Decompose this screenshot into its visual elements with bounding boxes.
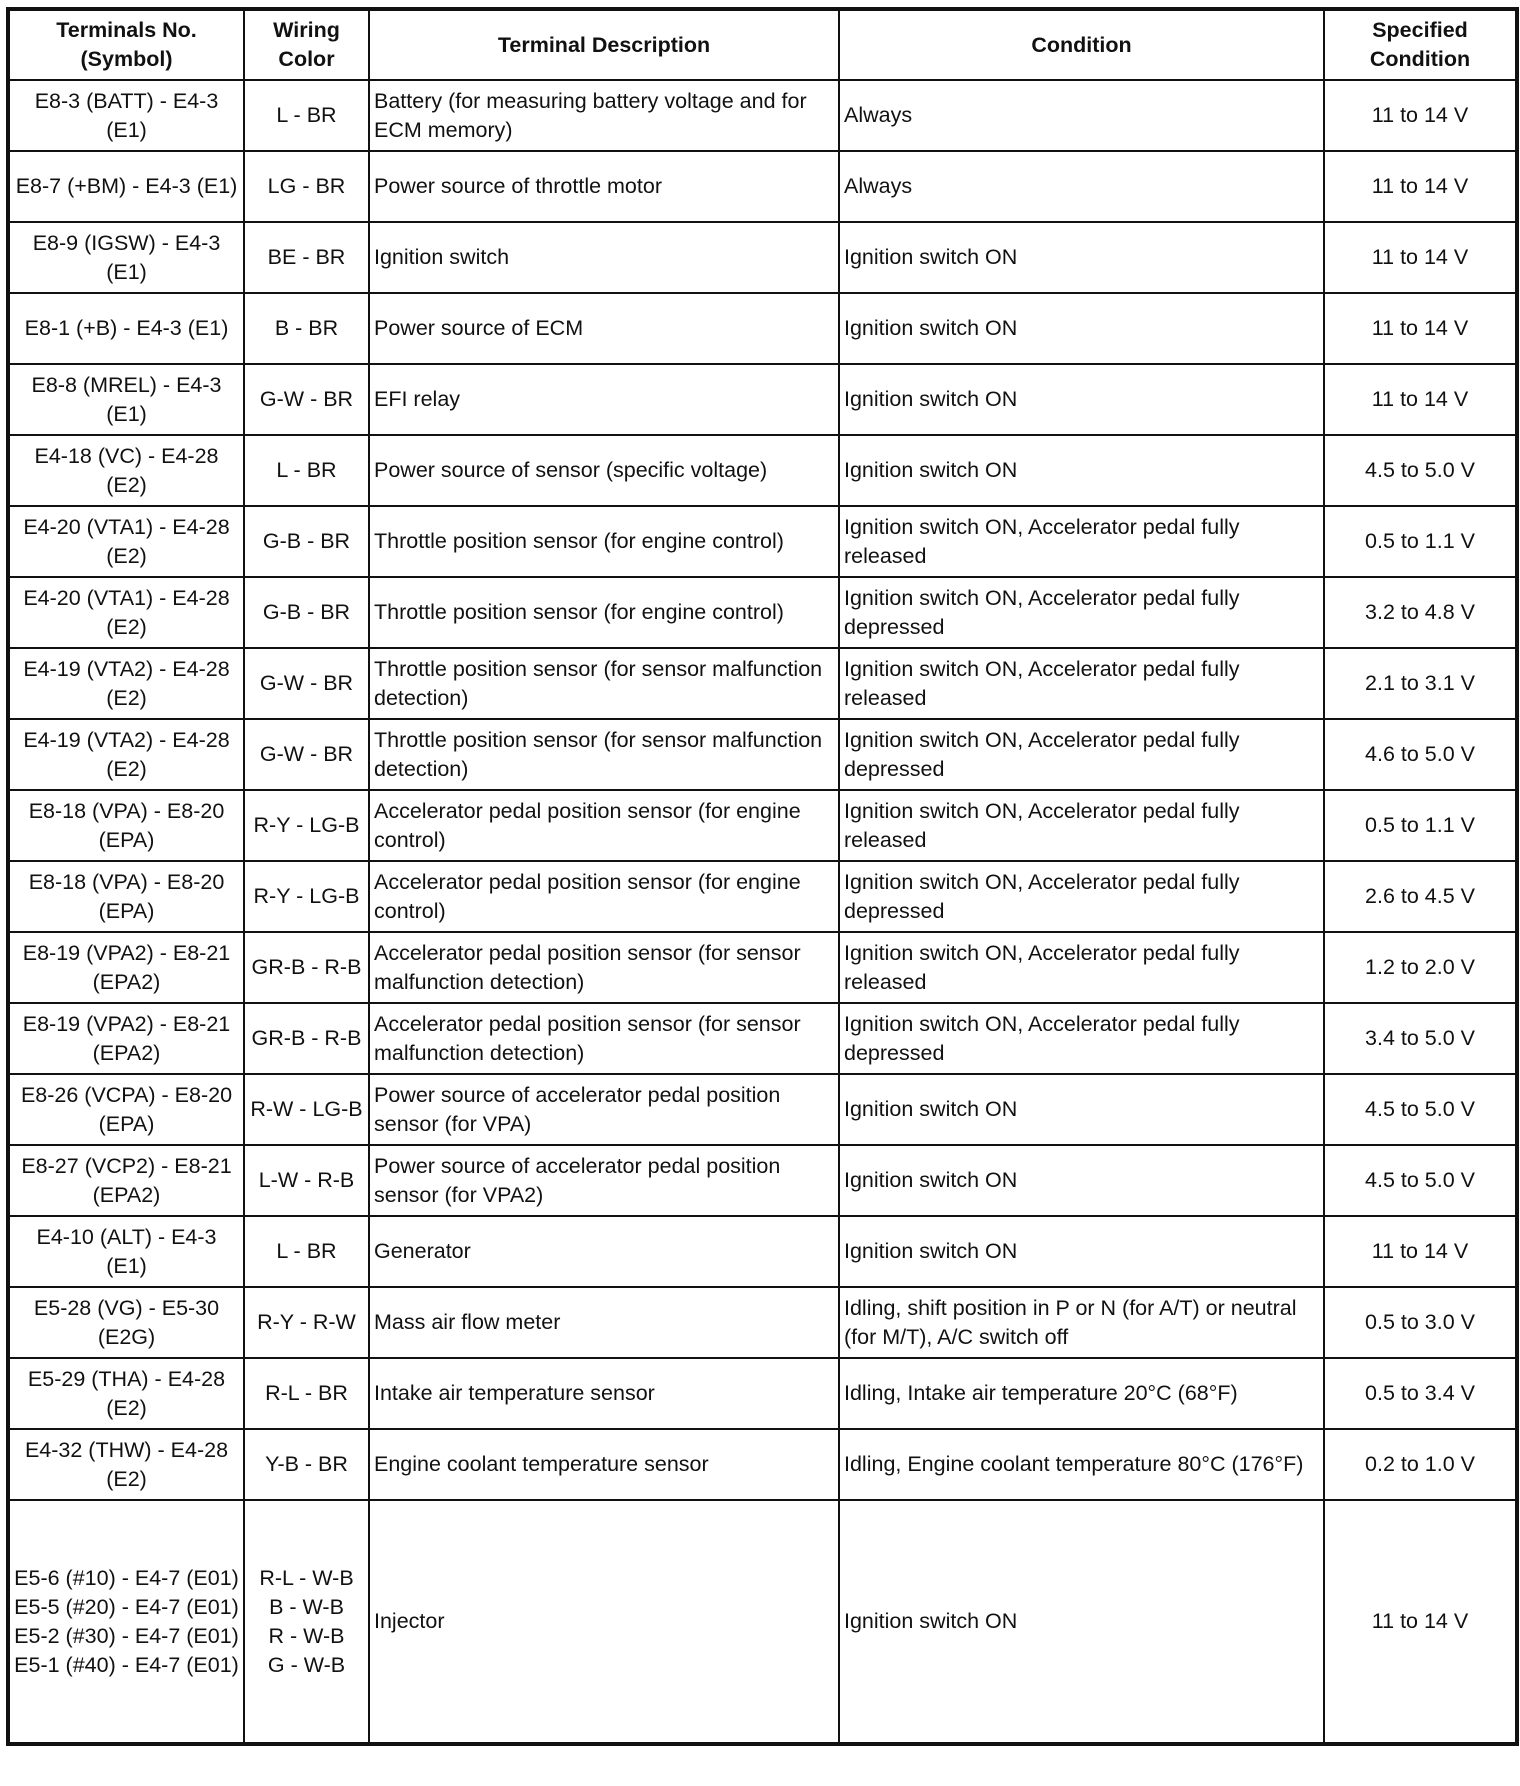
table-row: [8, 648, 1517, 719]
cell-wiring: R-Y - R-W: [244, 1287, 369, 1358]
cell-terminal: E4-19 (VTA2) - E4-28 (E2): [8, 648, 244, 719]
cell-terminal: E8-19 (VPA2) - E8-21 (EPA2): [8, 1003, 244, 1074]
cell-condition: Ignition switch ON, Accelerator pedal fully released: [839, 790, 1324, 861]
cell-condition: Ignition switch ON: [839, 293, 1324, 364]
cell-description: Throttle position sensor (for engine control): [369, 577, 839, 648]
cell-terminal: E4-18 (VC) - E4-28 (E2): [8, 435, 244, 506]
table-row: [8, 577, 1517, 648]
cell-terminal: E4-10 (ALT) - E4-3 (E1): [8, 1216, 244, 1287]
cell-wiring: G-B - BR: [244, 577, 369, 648]
cell-description: Intake air temperature sensor: [369, 1358, 839, 1429]
header-terminal-description: Terminal Description: [369, 9, 839, 80]
cell-spec: 11 to 14 V: [1324, 1216, 1517, 1287]
cell-description: Generator: [369, 1216, 839, 1287]
cell-wiring: R-Y - LG-B: [244, 790, 369, 861]
table-row: [8, 506, 1517, 577]
cell-terminal: E4-32 (THW) - E4-28 (E2): [8, 1429, 244, 1500]
cell-wiring: G-W - BR: [244, 719, 369, 790]
table-row: [8, 719, 1517, 790]
header-terminals: Terminals No. (Symbol): [8, 9, 244, 80]
cell-wiring: R-W - LG-B: [244, 1074, 369, 1145]
cell-terminal: E8-18 (VPA) - E8-20 (EPA): [8, 861, 244, 932]
cell-spec: 4.6 to 5.0 V: [1324, 719, 1517, 790]
cell-condition: Ignition switch ON, Accelerator pedal fully released: [839, 506, 1324, 577]
cell-description: Accelerator pedal position sensor (for sensor malfunction detection): [369, 932, 839, 1003]
cell-wiring: L - BR: [244, 435, 369, 506]
cell-spec: 11 to 14 V: [1324, 293, 1517, 364]
table-row: [8, 790, 1517, 861]
cell-wiring: Y-B - BR: [244, 1429, 369, 1500]
cell-description: Power source of ECM: [369, 293, 839, 364]
cell-spec: 2.6 to 4.5 V: [1324, 861, 1517, 932]
cell-terminal: E8-8 (MREL) - E4-3 (E1): [8, 364, 244, 435]
cell-description: Injector: [369, 1500, 839, 1744]
header-condition: Condition: [839, 9, 1324, 80]
table-row: [8, 1216, 1517, 1287]
cell-description: Power source of sensor (specific voltage): [369, 435, 839, 506]
cell-description: Accelerator pedal position sensor (for sensor malfunction detection): [369, 1003, 839, 1074]
cell-description: Throttle position sensor (for sensor malfunction detection): [369, 648, 839, 719]
cell-wiring: R-Y - LG-B: [244, 861, 369, 932]
cell-spec: 4.5 to 5.0 V: [1324, 435, 1517, 506]
terminal-voltage-table: [6, 7, 1519, 1746]
cell-description: Throttle position sensor (for engine control): [369, 506, 839, 577]
table-row: [8, 1287, 1517, 1358]
cell-condition: Ignition switch ON: [839, 1500, 1324, 1744]
cell-condition: Ignition switch ON, Accelerator pedal fully depressed: [839, 719, 1324, 790]
cell-spec: 0.5 to 3.4 V: [1324, 1358, 1517, 1429]
header-row: [8, 9, 1517, 80]
table-row: [8, 861, 1517, 932]
cell-wiring: G-W - BR: [244, 648, 369, 719]
cell-wiring: L - BR: [244, 1216, 369, 1287]
cell-description: EFI relay: [369, 364, 839, 435]
cell-condition: Always: [839, 151, 1324, 222]
cell-condition: Ignition switch ON: [839, 1145, 1324, 1216]
cell-spec: 11 to 14 V: [1324, 1500, 1517, 1744]
table-row: [8, 80, 1517, 151]
cell-wiring: B - BR: [244, 293, 369, 364]
cell-description: Throttle position sensor (for sensor malfunction detection): [369, 719, 839, 790]
cell-condition: Idling, Engine coolant temperature 80°C (176°F): [839, 1429, 1324, 1500]
cell-spec: 0.5 to 1.1 V: [1324, 506, 1517, 577]
cell-spec: 11 to 14 V: [1324, 364, 1517, 435]
table-row: [8, 1358, 1517, 1429]
cell-description: Accelerator pedal position sensor (for engine control): [369, 861, 839, 932]
cell-description: Mass air flow meter: [369, 1287, 839, 1358]
cell-spec: 4.5 to 5.0 V: [1324, 1074, 1517, 1145]
cell-terminal: E4-20 (VTA1) - E4-28 (E2): [8, 506, 244, 577]
table-row-injector: [8, 1500, 1517, 1744]
cell-wiring: R-L - W-B B - W-B R - W-B G - W-B: [244, 1500, 369, 1744]
cell-spec: 1.2 to 2.0 V: [1324, 932, 1517, 1003]
cell-terminal: E5-28 (VG) - E5-30 (E2G): [8, 1287, 244, 1358]
cell-description: Accelerator pedal position sensor (for engine control): [369, 790, 839, 861]
cell-condition: Always: [839, 80, 1324, 151]
cell-condition: Ignition switch ON, Accelerator pedal fully released: [839, 932, 1324, 1003]
cell-terminal: E8-3 (BATT) - E4-3 (E1): [8, 80, 244, 151]
cell-spec: 4.5 to 5.0 V: [1324, 1145, 1517, 1216]
cell-wiring: BE - BR: [244, 222, 369, 293]
table-row: [8, 222, 1517, 293]
cell-terminal: E5-6 (#10) - E4-7 (E01) E5-5 (#20) - E4-7 (E01) E5-2 (#30) - E4-7 (E01) E5-1 (#40) - E4-7 (E01): [8, 1500, 244, 1744]
table-row: [8, 1145, 1517, 1216]
cell-description: Battery (for measuring battery voltage and for ECM memory): [369, 80, 839, 151]
cell-condition: Idling, shift position in P or N (for A/T) or neutral (for M/T), A/C switch off: [839, 1287, 1324, 1358]
cell-terminal: E8-7 (+BM) - E4-3 (E1): [8, 151, 244, 222]
cell-terminal: E5-29 (THA) - E4-28 (E2): [8, 1358, 244, 1429]
cell-terminal: E8-9 (IGSW) - E4-3 (E1): [8, 222, 244, 293]
cell-spec: 0.2 to 1.0 V: [1324, 1429, 1517, 1500]
cell-condition: Ignition switch ON: [839, 435, 1324, 506]
cell-description: Engine coolant temperature sensor: [369, 1429, 839, 1500]
header-specified-condition: Specified Condition: [1324, 9, 1517, 80]
cell-description: Power source of accelerator pedal position sensor (for VPA2): [369, 1145, 839, 1216]
cell-spec: 0.5 to 1.1 V: [1324, 790, 1517, 861]
cell-condition: Ignition switch ON: [839, 222, 1324, 293]
cell-description: Ignition switch: [369, 222, 839, 293]
cell-wiring: G-W - BR: [244, 364, 369, 435]
cell-description: Power source of throttle motor: [369, 151, 839, 222]
cell-condition: Ignition switch ON: [839, 364, 1324, 435]
table-row: [8, 1003, 1517, 1074]
table-row: [8, 364, 1517, 435]
table-row: [8, 435, 1517, 506]
cell-wiring: L - BR: [244, 80, 369, 151]
cell-wiring: G-B - BR: [244, 506, 369, 577]
cell-terminal: E8-18 (VPA) - E8-20 (EPA): [8, 790, 244, 861]
cell-terminal: E4-19 (VTA2) - E4-28 (E2): [8, 719, 244, 790]
cell-condition: Ignition switch ON: [839, 1216, 1324, 1287]
cell-terminal: E8-26 (VCPA) - E8-20 (EPA): [8, 1074, 244, 1145]
cell-spec: 3.4 to 5.0 V: [1324, 1003, 1517, 1074]
cell-wiring: GR-B - R-B: [244, 932, 369, 1003]
cell-spec: 0.5 to 3.0 V: [1324, 1287, 1517, 1358]
cell-spec: 11 to 14 V: [1324, 222, 1517, 293]
table-row: [8, 293, 1517, 364]
table-row: [8, 151, 1517, 222]
cell-terminal: E8-1 (+B) - E4-3 (E1): [8, 293, 244, 364]
cell-spec: 11 to 14 V: [1324, 151, 1517, 222]
cell-wiring: L-W - R-B: [244, 1145, 369, 1216]
cell-terminal: E4-20 (VTA1) - E4-28 (E2): [8, 577, 244, 648]
cell-terminal: E8-19 (VPA2) - E8-21 (EPA2): [8, 932, 244, 1003]
cell-condition: Idling, Intake air temperature 20°C (68°F): [839, 1358, 1324, 1429]
cell-spec: 3.2 to 4.8 V: [1324, 577, 1517, 648]
cell-condition: Ignition switch ON, Accelerator pedal fully released: [839, 648, 1324, 719]
header-wiring-color: Wiring Color: [244, 9, 369, 80]
cell-condition: Ignition switch ON, Accelerator pedal fully depressed: [839, 577, 1324, 648]
cell-spec: 11 to 14 V: [1324, 80, 1517, 151]
table-row: [8, 1074, 1517, 1145]
cell-condition: Ignition switch ON: [839, 1074, 1324, 1145]
cell-wiring: LG - BR: [244, 151, 369, 222]
cell-description: Power source of accelerator pedal position sensor (for VPA): [369, 1074, 839, 1145]
table-row: [8, 932, 1517, 1003]
cell-condition: Ignition switch ON, Accelerator pedal fully depressed: [839, 1003, 1324, 1074]
table-row: [8, 1429, 1517, 1500]
cell-spec: 2.1 to 3.1 V: [1324, 648, 1517, 719]
cell-condition: Ignition switch ON, Accelerator pedal fully depressed: [839, 861, 1324, 932]
cell-wiring: GR-B - R-B: [244, 1003, 369, 1074]
cell-terminal: E8-27 (VCP2) - E8-21 (EPA2): [8, 1145, 244, 1216]
cell-wiring: R-L - BR: [244, 1358, 369, 1429]
